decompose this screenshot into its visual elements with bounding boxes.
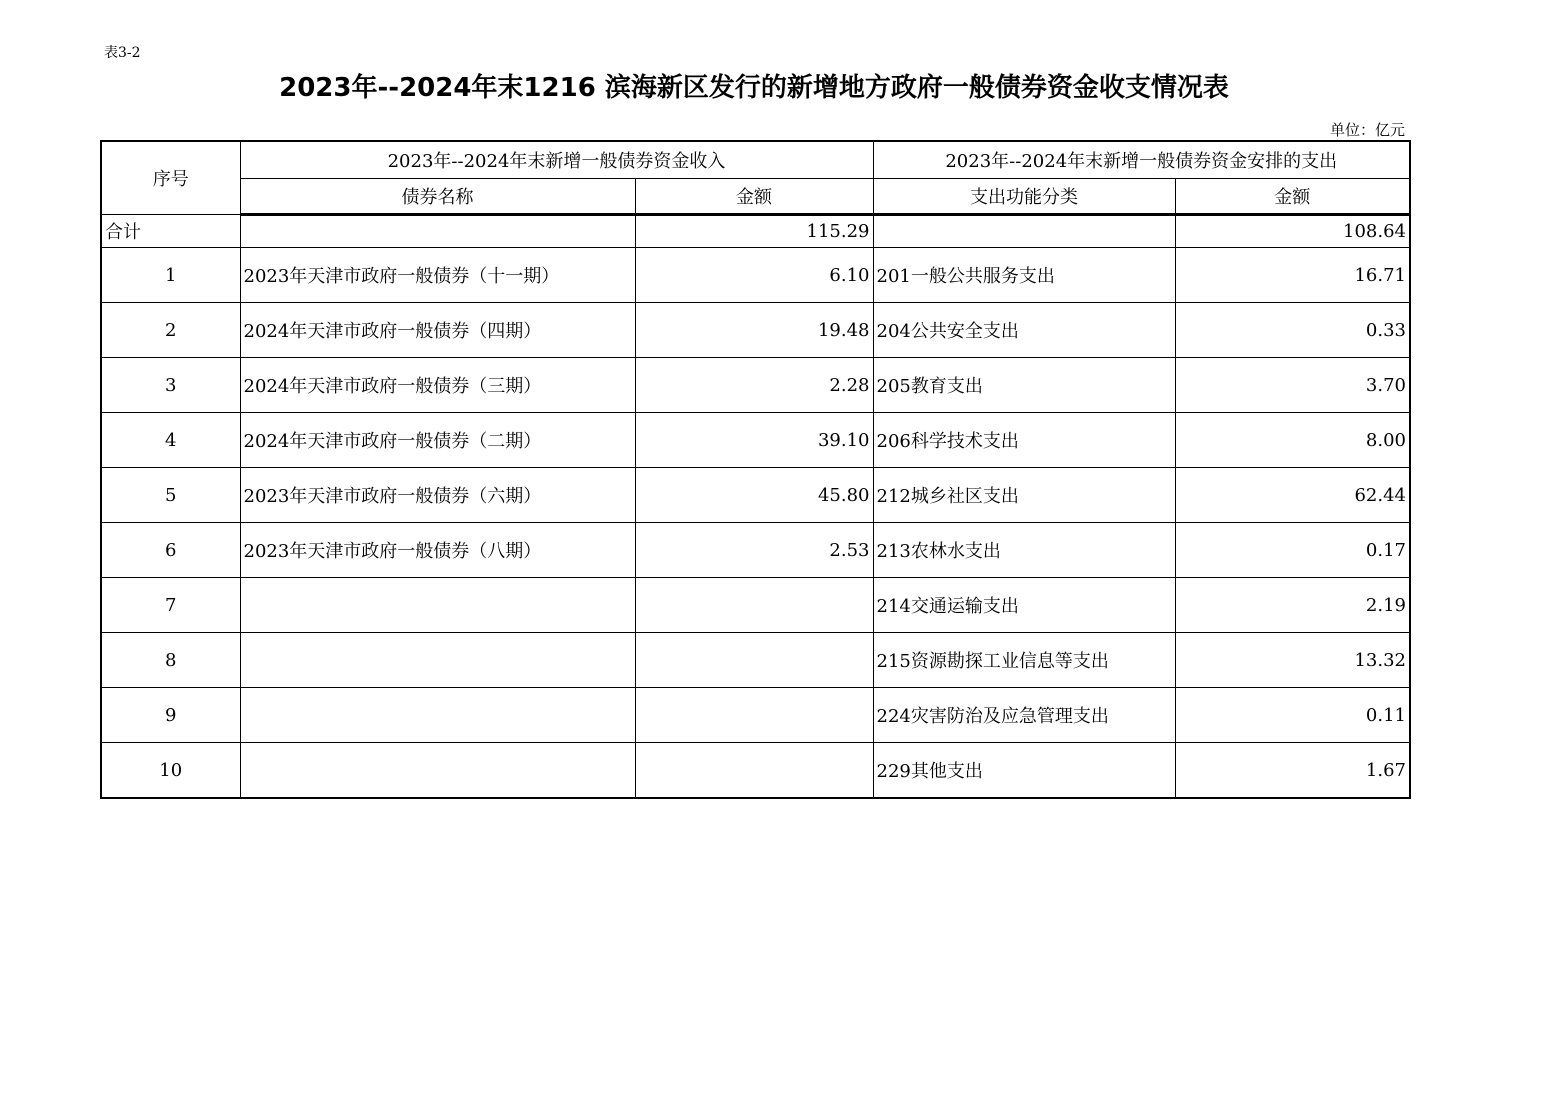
row-income-amount: 6.10 [635, 248, 873, 303]
row-expense-amount: 1.67 [1175, 743, 1410, 799]
row-income-amount: 2.28 [635, 358, 873, 413]
table-row [101, 633, 1410, 688]
row-expense-amount: 8.00 [1175, 413, 1410, 468]
header-income-amount: 金额 [635, 179, 873, 215]
row-function-class: 205教育支出 [873, 358, 1175, 413]
table-number: 表3-2 [104, 45, 141, 61]
table-row [101, 578, 1410, 633]
total-category-cell [873, 215, 1175, 248]
row-income-amount [635, 578, 873, 633]
row-seq: 10 [101, 743, 240, 799]
row-function-class: 215资源勘探工业信息等支出 [873, 633, 1175, 688]
row-income-amount: 45.80 [635, 468, 873, 523]
header-bond-name: 债券名称 [240, 179, 635, 215]
header-income-group: 2023年--2024年末新增一般债券资金收入 [240, 141, 873, 179]
row-seq: 8 [101, 633, 240, 688]
table-row [101, 688, 1410, 743]
row-bond-name: 2023年天津市政府一般债券（十一期） [240, 248, 635, 303]
row-expense-amount: 13.32 [1175, 633, 1410, 688]
row-function-class: 212城乡社区支出 [873, 468, 1175, 523]
table-row [101, 303, 1410, 358]
row-income-amount [635, 633, 873, 688]
row-income-amount: 19.48 [635, 303, 873, 358]
row-function-class: 213农林水支出 [873, 523, 1175, 578]
row-bond-name [240, 633, 635, 688]
table-row [101, 468, 1410, 523]
row-bond-name: 2023年天津市政府一般债券（八期） [240, 523, 635, 578]
row-seq: 7 [101, 578, 240, 633]
total-expense-amount: 108.64 [1175, 215, 1410, 248]
row-bond-name: 2024年天津市政府一般债券（四期） [240, 303, 635, 358]
row-bond-name: 2024年天津市政府一般债券（三期） [240, 358, 635, 413]
row-seq: 4 [101, 413, 240, 468]
table-row [101, 358, 1410, 413]
row-bond-name [240, 743, 635, 799]
row-function-class: 214交通运输支出 [873, 578, 1175, 633]
header-function-class: 支出功能分类 [873, 179, 1175, 215]
row-seq: 3 [101, 358, 240, 413]
row-expense-amount: 16.71 [1175, 248, 1410, 303]
row-function-class: 229其他支出 [873, 743, 1175, 799]
row-function-class: 201一般公共服务支出 [873, 248, 1175, 303]
row-expense-amount: 2.19 [1175, 578, 1410, 633]
row-income-amount [635, 688, 873, 743]
row-function-class: 224灾害防治及应急管理支出 [873, 688, 1175, 743]
row-expense-amount: 62.44 [1175, 468, 1410, 523]
row-income-amount: 39.10 [635, 413, 873, 468]
row-bond-name [240, 688, 635, 743]
total-bond-cell [240, 215, 635, 248]
row-seq: 9 [101, 688, 240, 743]
total-row [101, 215, 1410, 248]
table-row [101, 743, 1410, 799]
page-title: 2023年--2024年末1216 滨海新区发行的新增地方政府一般债券资金收支情况表 [279, 73, 1229, 103]
row-expense-amount: 0.17 [1175, 523, 1410, 578]
header-expense-group: 2023年--2024年末新增一般债券资金安排的支出 [873, 141, 1410, 179]
table-row [101, 413, 1410, 468]
row-seq: 2 [101, 303, 240, 358]
row-seq: 1 [101, 248, 240, 303]
row-income-amount [635, 743, 873, 799]
bond-table [100, 140, 1411, 799]
row-function-class: 204公共安全支出 [873, 303, 1175, 358]
row-income-amount: 2.53 [635, 523, 873, 578]
row-expense-amount: 3.70 [1175, 358, 1410, 413]
row-expense-amount: 0.11 [1175, 688, 1410, 743]
header-seq: 序号 [101, 141, 240, 215]
row-bond-name: 2024年天津市政府一般债券（二期） [240, 413, 635, 468]
header-expense-amount: 金额 [1175, 179, 1410, 215]
row-seq: 5 [101, 468, 240, 523]
total-label: 合计 [101, 215, 240, 248]
total-income-amount: 115.29 [635, 215, 873, 248]
table-row [101, 248, 1410, 303]
row-seq: 6 [101, 523, 240, 578]
table-row [101, 523, 1410, 578]
row-bond-name [240, 578, 635, 633]
row-function-class: 206科学技术支出 [873, 413, 1175, 468]
row-bond-name: 2023年天津市政府一般债券（六期） [240, 468, 635, 523]
row-expense-amount: 0.33 [1175, 303, 1410, 358]
unit-label: 单位：亿元 [1329, 121, 1405, 139]
